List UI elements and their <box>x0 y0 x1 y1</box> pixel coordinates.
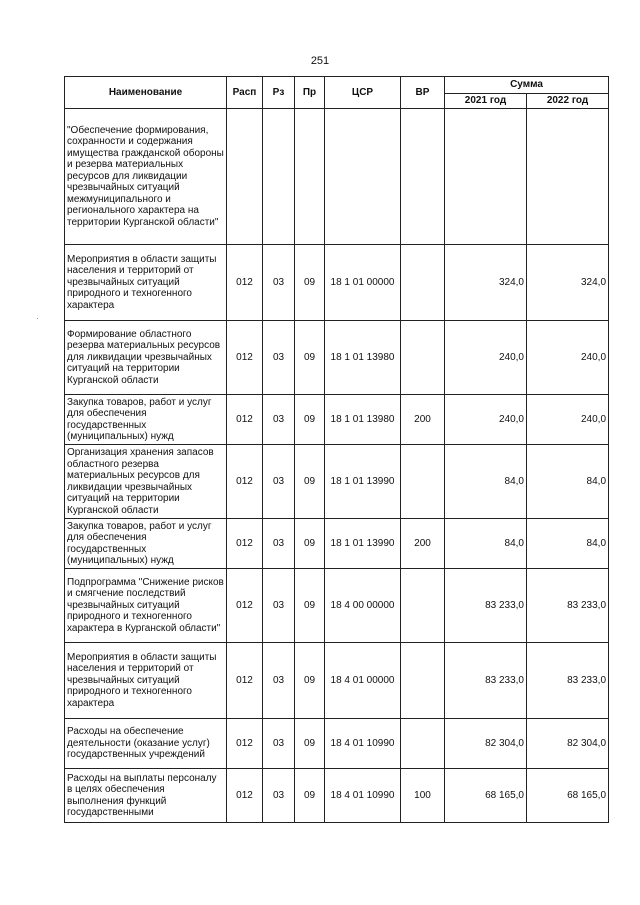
row-sum-2021: 324,0 <box>445 245 527 321</box>
page-number: 251 <box>310 55 330 67</box>
table-row <box>65 395 609 445</box>
row-name: Организация хранения запасов областного резерва материальных ресурсов для ликвидации чрезвычайных ситуаций на территории Курганской области <box>65 445 227 519</box>
row-vr <box>401 245 445 321</box>
row-vr <box>401 445 445 519</box>
row-pr: 09 <box>295 569 325 643</box>
table-row <box>65 719 609 769</box>
row-vr <box>401 719 445 769</box>
row-pr: 09 <box>295 519 325 569</box>
row-rasp: 012 <box>227 519 263 569</box>
row-vr: 200 <box>401 519 445 569</box>
row-pr: 09 <box>295 719 325 769</box>
row-sum-2021: 240,0 <box>445 321 527 395</box>
col-header-pr: Пр <box>295 77 325 109</box>
row-rz: 03 <box>263 395 295 445</box>
row-sum-2022: 240,0 <box>527 395 609 445</box>
table-header-row <box>65 77 609 94</box>
table-row <box>65 245 609 321</box>
row-sum-2021: 82 304,0 <box>445 719 527 769</box>
row-rz: 03 <box>263 719 295 769</box>
row-csr: 18 4 01 00000 <box>325 643 401 719</box>
col-header-sum: Сумма <box>445 77 609 94</box>
budget-table <box>64 76 609 823</box>
table-row <box>65 769 609 823</box>
col-header-rz: Рз <box>263 77 295 109</box>
row-csr: 18 1 01 13990 <box>325 519 401 569</box>
row-vr <box>401 321 445 395</box>
row-sum-2021: 83 233,0 <box>445 569 527 643</box>
row-rasp <box>227 109 263 245</box>
table-row <box>65 569 609 643</box>
row-name: Мероприятия в области защиты населения и территорий от чрезвычайных ситуаций природного и техногенного характера <box>65 245 227 321</box>
col-header-vr: ВР <box>401 77 445 109</box>
row-name: Закупка товаров, работ и услуг для обеспечения государственных (муниципальных) нужд <box>65 519 227 569</box>
row-vr: 100 <box>401 769 445 823</box>
row-name: Расходы на выплаты персоналу в целях обеспечения выполнения функций государственными <box>65 769 227 823</box>
row-pr: 09 <box>295 445 325 519</box>
row-csr: 18 4 01 10990 <box>325 769 401 823</box>
row-csr: 18 1 01 13990 <box>325 445 401 519</box>
row-name: Подпрограмма "Снижение рисков и смягчение последствий чрезвычайных ситуаций природного и техногенного характера в Курганской области" <box>65 569 227 643</box>
row-csr: 18 4 00 00000 <box>325 569 401 643</box>
table-row <box>65 643 609 719</box>
row-sum-2021 <box>445 109 527 245</box>
row-sum-2021: 84,0 <box>445 445 527 519</box>
row-csr: 18 4 01 10990 <box>325 719 401 769</box>
row-sum-2022: 83 233,0 <box>527 643 609 719</box>
row-rz: 03 <box>263 245 295 321</box>
row-sum-2022: 84,0 <box>527 445 609 519</box>
row-rasp: 012 <box>227 569 263 643</box>
row-rasp: 012 <box>227 245 263 321</box>
row-rz: 03 <box>263 321 295 395</box>
row-rasp: 012 <box>227 719 263 769</box>
col-header-2022: 2022 год <box>527 94 609 109</box>
col-header-2021: 2021 год <box>445 94 527 109</box>
row-sum-2022: 68 165,0 <box>527 769 609 823</box>
table-row <box>65 321 609 395</box>
row-name: Формирование областного резерва материальных ресурсов для ликвидации чрезвычайных ситуаций на территории Курганской области <box>65 321 227 395</box>
row-vr <box>401 109 445 245</box>
row-pr: 09 <box>295 395 325 445</box>
row-pr: 09 <box>295 643 325 719</box>
row-sum-2022: 83 233,0 <box>527 569 609 643</box>
table-row <box>65 109 609 245</box>
row-name: Мероприятия в области защиты населения и территорий от чрезвычайных ситуаций природного и техногенного характера <box>65 643 227 719</box>
row-rz: 03 <box>263 769 295 823</box>
row-csr: 18 1 01 13980 <box>325 395 401 445</box>
row-rz <box>263 109 295 245</box>
row-vr: 200 <box>401 395 445 445</box>
row-sum-2022: 84,0 <box>527 519 609 569</box>
row-vr <box>401 569 445 643</box>
row-name: Закупка товаров, работ и услуг для обеспечения государственных (муниципальных) нужд <box>65 395 227 445</box>
table-row <box>65 445 609 519</box>
row-rz: 03 <box>263 643 295 719</box>
row-sum-2021: 68 165,0 <box>445 769 527 823</box>
row-csr <box>325 109 401 245</box>
row-rasp: 012 <box>227 445 263 519</box>
row-sum-2022 <box>527 109 609 245</box>
col-header-rasp: Расп <box>227 77 263 109</box>
row-csr: 18 1 01 00000 <box>325 245 401 321</box>
row-csr: 18 1 01 13980 <box>325 321 401 395</box>
col-header-csr: ЦСР <box>325 77 401 109</box>
row-sum-2021: 83 233,0 <box>445 643 527 719</box>
scan-speck <box>37 318 38 319</box>
row-rasp: 012 <box>227 643 263 719</box>
row-rz: 03 <box>263 569 295 643</box>
col-header-name: Наименование <box>65 77 227 109</box>
row-rasp: 012 <box>227 769 263 823</box>
row-sum-2022: 240,0 <box>527 321 609 395</box>
row-pr: 09 <box>295 321 325 395</box>
row-rz: 03 <box>263 519 295 569</box>
row-pr <box>295 109 325 245</box>
row-sum-2021: 84,0 <box>445 519 527 569</box>
row-vr <box>401 643 445 719</box>
row-sum-2021: 240,0 <box>445 395 527 445</box>
row-sum-2022: 324,0 <box>527 245 609 321</box>
row-rasp: 012 <box>227 321 263 395</box>
row-rz: 03 <box>263 445 295 519</box>
row-pr: 09 <box>295 769 325 823</box>
row-name: "Обеспечение формирования, сохранности и содержания имущества гражданской обороны и резерва материальных ресурсов для ликвидации чрезвычайных ситуаций межмуниципального и регионального характера на территории Курганской области" <box>65 109 227 245</box>
table-row <box>65 519 609 569</box>
row-rasp: 012 <box>227 395 263 445</box>
row-name: Расходы на обеспечение деятельности (оказание услуг) государственных учреждений <box>65 719 227 769</box>
row-sum-2022: 82 304,0 <box>527 719 609 769</box>
row-pr: 09 <box>295 245 325 321</box>
